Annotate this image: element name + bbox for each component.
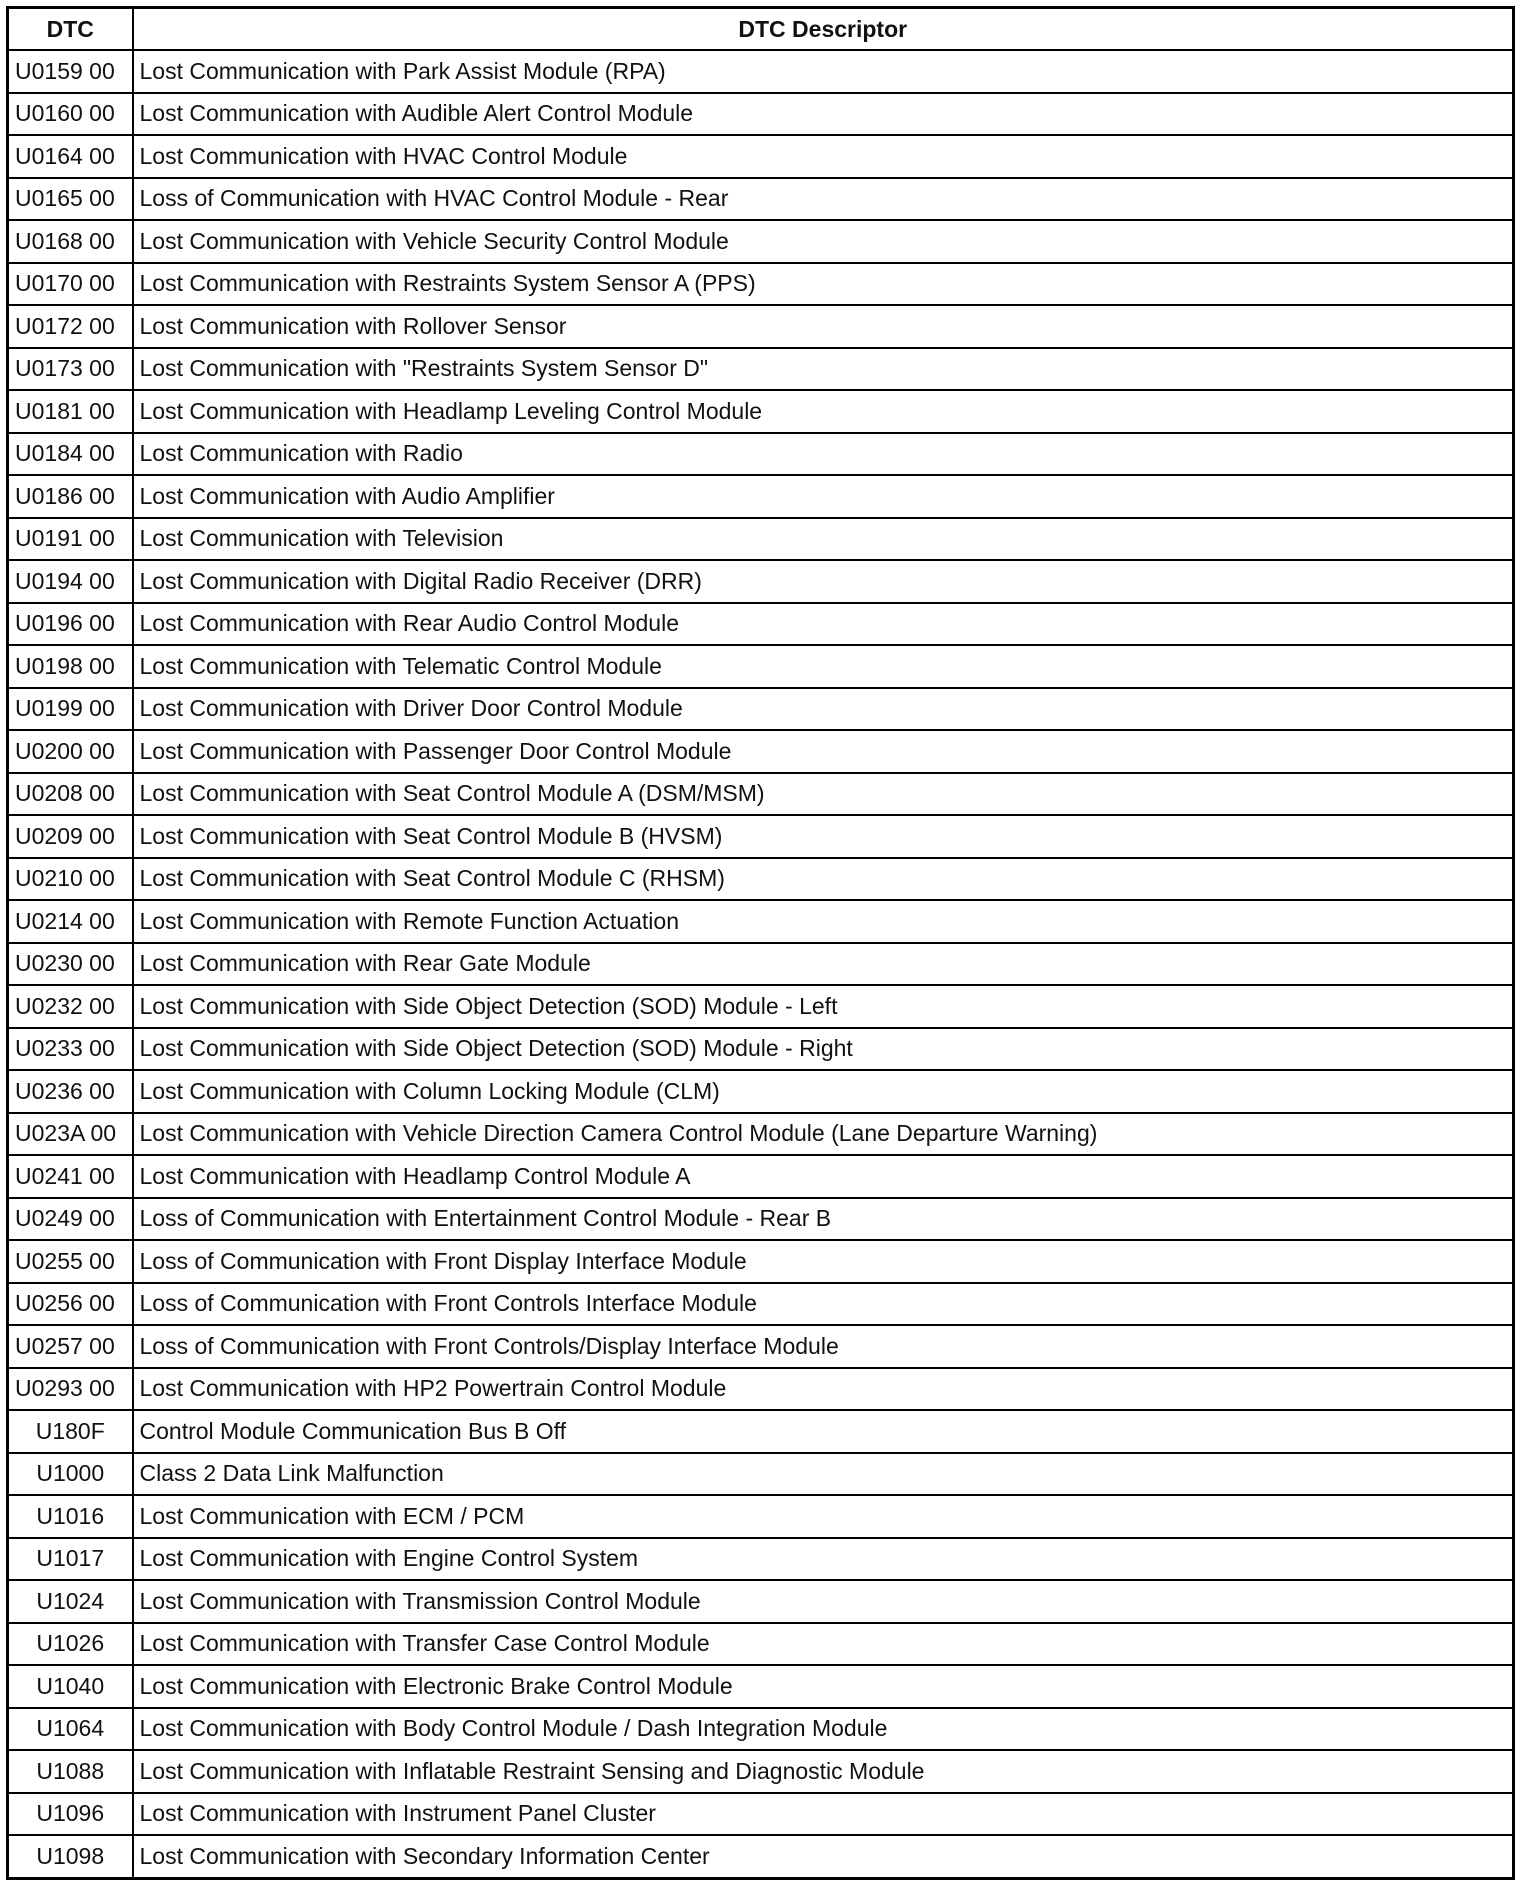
dtc-descriptor-cell: Lost Communication with Seat Control Module B (HVSM) — [133, 815, 1514, 858]
table-row — [8, 1028, 1514, 1071]
dtc-code-cell: U0293 00 — [8, 1368, 133, 1411]
dtc-descriptor-cell: Lost Communication with Instrument Panel Cluster — [133, 1793, 1514, 1836]
table-row — [8, 1453, 1514, 1496]
table-row — [8, 560, 1514, 603]
table-row — [8, 1325, 1514, 1368]
dtc-code-cell: U180F — [8, 1410, 133, 1453]
table-row — [8, 178, 1514, 221]
table-row — [8, 1070, 1514, 1113]
table-body — [8, 50, 1514, 1878]
table-row — [8, 943, 1514, 986]
dtc-code-cell: U0209 00 — [8, 815, 133, 858]
table-row — [8, 645, 1514, 688]
dtc-code-cell: U0164 00 — [8, 135, 133, 178]
table-row — [8, 263, 1514, 306]
dtc-descriptor-cell: Loss of Communication with HVAC Control Module - Rear — [133, 178, 1514, 221]
dtc-descriptor-cell: Lost Communication with Radio — [133, 433, 1514, 476]
table-row — [8, 688, 1514, 731]
table-row — [8, 1155, 1514, 1198]
dtc-code-cell: U023A 00 — [8, 1113, 133, 1156]
dtc-code-cell: U1098 — [8, 1835, 133, 1878]
column-header-dtc-descriptor: DTC Descriptor — [133, 8, 1514, 51]
dtc-table — [6, 6, 1515, 1880]
dtc-code-cell: U0210 00 — [8, 858, 133, 901]
dtc-descriptor-cell: Loss of Communication with Front Controls/Display Interface Module — [133, 1325, 1514, 1368]
dtc-code-cell: U1064 — [8, 1708, 133, 1751]
dtc-descriptor-cell: Lost Communication with Restraints System Sensor A (PPS) — [133, 263, 1514, 306]
dtc-descriptor-cell: Lost Communication with Headlamp Leveling Control Module — [133, 390, 1514, 433]
dtc-code-cell: U0191 00 — [8, 518, 133, 561]
dtc-code-cell: U0232 00 — [8, 985, 133, 1028]
dtc-code-cell: U0230 00 — [8, 943, 133, 986]
dtc-descriptor-cell: Loss of Communication with Front Display Interface Module — [133, 1240, 1514, 1283]
dtc-code-cell: U0200 00 — [8, 730, 133, 773]
dtc-code-cell: U0256 00 — [8, 1283, 133, 1326]
dtc-descriptor-cell: Lost Communication with Rollover Sensor — [133, 305, 1514, 348]
table-row — [8, 475, 1514, 518]
dtc-code-cell: U0257 00 — [8, 1325, 133, 1368]
dtc-descriptor-cell: Lost Communication with Inflatable Restraint Sensing and Diagnostic Module — [133, 1750, 1514, 1793]
table-row — [8, 1283, 1514, 1326]
dtc-descriptor-cell: Lost Communication with Column Locking Module (CLM) — [133, 1070, 1514, 1113]
dtc-code-cell: U0194 00 — [8, 560, 133, 603]
dtc-descriptor-cell: Lost Communication with Transmission Control Module — [133, 1580, 1514, 1623]
dtc-descriptor-cell: Lost Communication with Side Object Detection (SOD) Module - Left — [133, 985, 1514, 1028]
dtc-descriptor-cell: Lost Communication with HP2 Powertrain Control Module — [133, 1368, 1514, 1411]
dtc-descriptor-cell: Lost Communication with Passenger Door Control Module — [133, 730, 1514, 773]
dtc-descriptor-cell: Lost Communication with "Restraints System Sensor D" — [133, 348, 1514, 391]
table-row — [8, 433, 1514, 476]
dtc-descriptor-cell: Lost Communication with Television — [133, 518, 1514, 561]
table-row — [8, 93, 1514, 136]
dtc-descriptor-cell: Lost Communication with Audible Alert Control Module — [133, 93, 1514, 136]
dtc-code-cell: U0160 00 — [8, 93, 133, 136]
dtc-code-cell: U0173 00 — [8, 348, 133, 391]
dtc-code-cell: U0172 00 — [8, 305, 133, 348]
dtc-descriptor-cell: Lost Communication with Park Assist Module (RPA) — [133, 50, 1514, 93]
table-row — [8, 1113, 1514, 1156]
dtc-code-cell: U0233 00 — [8, 1028, 133, 1071]
table-row — [8, 1708, 1514, 1751]
dtc-code-cell: U0165 00 — [8, 178, 133, 221]
table-row — [8, 1240, 1514, 1283]
dtc-code-cell: U0236 00 — [8, 1070, 133, 1113]
dtc-code-cell: U1088 — [8, 1750, 133, 1793]
dtc-descriptor-cell: Lost Communication with Digital Radio Receiver (DRR) — [133, 560, 1514, 603]
table-row — [8, 305, 1514, 348]
dtc-descriptor-cell: Lost Communication with Body Control Module / Dash Integration Module — [133, 1708, 1514, 1751]
table-row — [8, 348, 1514, 391]
table-row — [8, 1495, 1514, 1538]
dtc-code-cell: U1000 — [8, 1453, 133, 1496]
dtc-descriptor-cell: Lost Communication with Driver Door Control Module — [133, 688, 1514, 731]
table-row — [8, 985, 1514, 1028]
dtc-code-cell: U1024 — [8, 1580, 133, 1623]
table-row — [8, 1538, 1514, 1581]
dtc-descriptor-cell: Lost Communication with Rear Gate Module — [133, 943, 1514, 986]
dtc-descriptor-cell: Lost Communication with Headlamp Control Module A — [133, 1155, 1514, 1198]
dtc-code-cell: U0186 00 — [8, 475, 133, 518]
table-row — [8, 1835, 1514, 1878]
dtc-code-cell: U0199 00 — [8, 688, 133, 731]
dtc-descriptor-cell: Lost Communication with Side Object Detection (SOD) Module - Right — [133, 1028, 1514, 1071]
dtc-descriptor-cell: Lost Communication with Engine Control System — [133, 1538, 1514, 1581]
table-row — [8, 773, 1514, 816]
table-header — [8, 8, 1514, 51]
table-row — [8, 900, 1514, 943]
dtc-code-cell: U0255 00 — [8, 1240, 133, 1283]
column-header-dtc: DTC — [8, 8, 133, 51]
table-row — [8, 730, 1514, 773]
dtc-descriptor-cell: Lost Communication with ECM / PCM — [133, 1495, 1514, 1538]
dtc-code-cell: U1016 — [8, 1495, 133, 1538]
dtc-descriptor-cell: Control Module Communication Bus B Off — [133, 1410, 1514, 1453]
dtc-descriptor-cell: Lost Communication with Secondary Information Center — [133, 1835, 1514, 1878]
dtc-descriptor-cell: Lost Communication with Transfer Case Control Module — [133, 1623, 1514, 1666]
dtc-descriptor-cell: Lost Communication with HVAC Control Module — [133, 135, 1514, 178]
dtc-descriptor-cell: Lost Communication with Rear Audio Control Module — [133, 603, 1514, 646]
table-row — [8, 1198, 1514, 1241]
table-row — [8, 1368, 1514, 1411]
dtc-code-cell: U0198 00 — [8, 645, 133, 688]
table-row — [8, 390, 1514, 433]
dtc-descriptor-cell: Lost Communication with Remote Function Actuation — [133, 900, 1514, 943]
table-row — [8, 858, 1514, 901]
table-row — [8, 1410, 1514, 1453]
table-row — [8, 1623, 1514, 1666]
table-row — [8, 603, 1514, 646]
table-row — [8, 135, 1514, 178]
dtc-descriptor-cell: Lost Communication with Electronic Brake Control Module — [133, 1665, 1514, 1708]
dtc-code-cell: U0249 00 — [8, 1198, 133, 1241]
table-row — [8, 1665, 1514, 1708]
dtc-code-cell: U1096 — [8, 1793, 133, 1836]
table-row — [8, 815, 1514, 858]
table-row — [8, 1580, 1514, 1623]
dtc-code-cell: U0196 00 — [8, 603, 133, 646]
dtc-descriptor-cell: Loss of Communication with Front Controls Interface Module — [133, 1283, 1514, 1326]
table-row — [8, 1750, 1514, 1793]
dtc-code-cell: U0170 00 — [8, 263, 133, 306]
dtc-descriptor-cell: Lost Communication with Vehicle Direction Camera Control Module (Lane Departure Warning) — [133, 1113, 1514, 1156]
dtc-code-cell: U1026 — [8, 1623, 133, 1666]
dtc-code-cell: U0184 00 — [8, 433, 133, 476]
dtc-descriptor-cell: Class 2 Data Link Malfunction — [133, 1453, 1514, 1496]
table-row — [8, 518, 1514, 561]
dtc-descriptor-cell: Lost Communication with Seat Control Module A (DSM/MSM) — [133, 773, 1514, 816]
dtc-descriptor-cell: Lost Communication with Telematic Control Module — [133, 645, 1514, 688]
table-row — [8, 50, 1514, 93]
dtc-code-cell: U0181 00 — [8, 390, 133, 433]
dtc-code-cell: U1040 — [8, 1665, 133, 1708]
dtc-code-cell: U0208 00 — [8, 773, 133, 816]
dtc-descriptor-cell: Lost Communication with Seat Control Module C (RHSM) — [133, 858, 1514, 901]
dtc-code-cell: U1017 — [8, 1538, 133, 1581]
dtc-descriptor-cell: Lost Communication with Vehicle Security Control Module — [133, 220, 1514, 263]
header-row — [8, 8, 1514, 51]
table-row — [8, 1793, 1514, 1836]
dtc-code-cell: U0241 00 — [8, 1155, 133, 1198]
dtc-code-cell: U0168 00 — [8, 220, 133, 263]
table-row — [8, 220, 1514, 263]
dtc-descriptor-cell: Lost Communication with Audio Amplifier — [133, 475, 1514, 518]
dtc-code-cell: U0214 00 — [8, 900, 133, 943]
dtc-descriptor-cell: Loss of Communication with Entertainment Control Module - Rear B — [133, 1198, 1514, 1241]
dtc-code-cell: U0159 00 — [8, 50, 133, 93]
